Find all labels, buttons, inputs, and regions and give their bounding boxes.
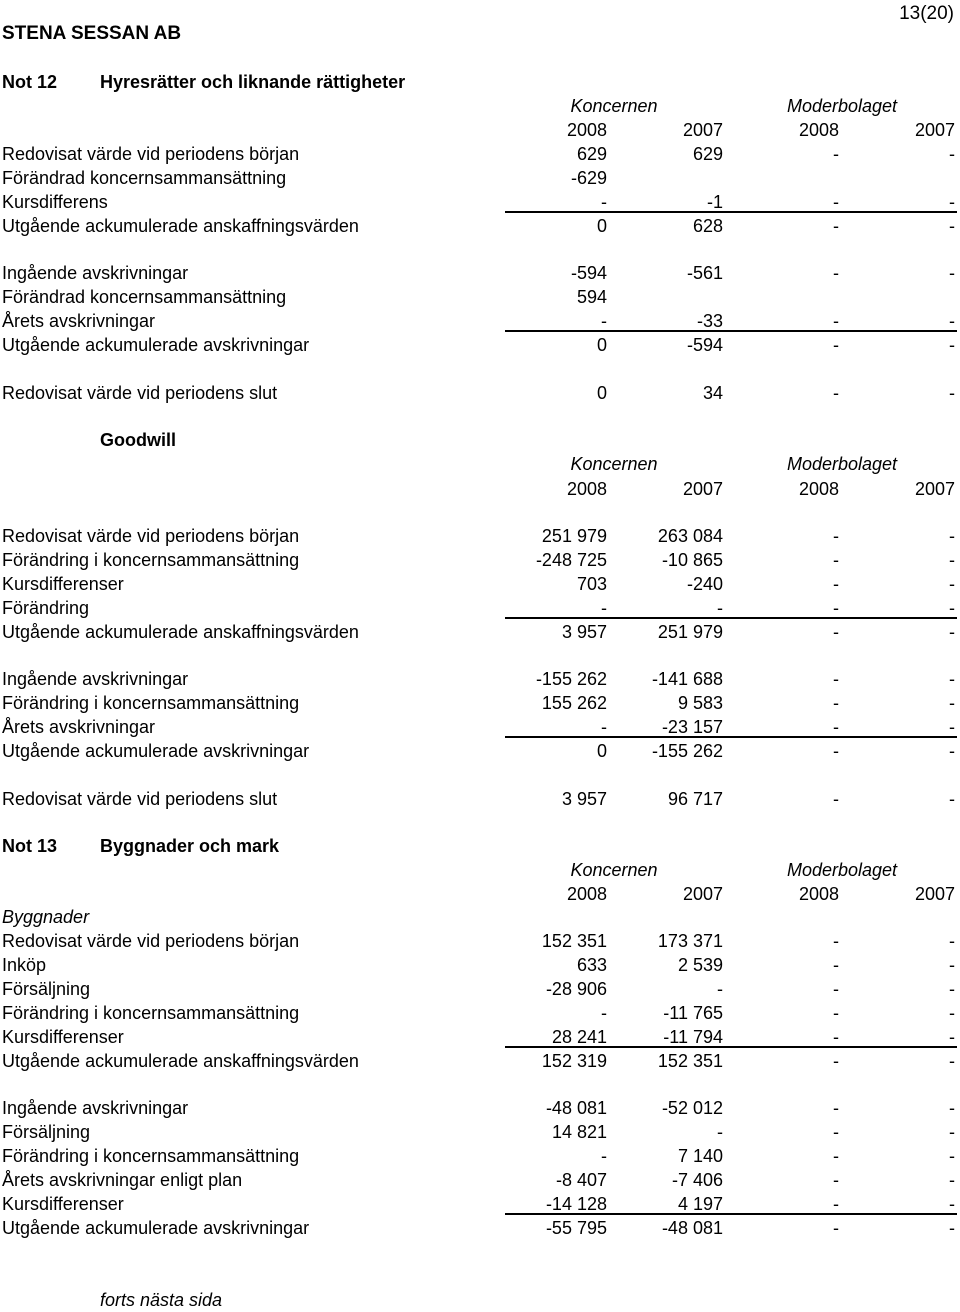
goodwill-cell: - <box>833 693 839 713</box>
note-13-cell: - <box>833 979 839 999</box>
goodwill-cell: 703 <box>576 574 607 594</box>
note-13-cell: - <box>949 1098 955 1118</box>
company-name: STENA SESSAN AB <box>2 23 182 44</box>
note-13-cell: - <box>949 955 955 975</box>
note-12-group-header: Koncernen <box>570 96 658 116</box>
note-13-subtitle: Byggnader <box>2 907 90 927</box>
total-rule <box>505 617 957 619</box>
goodwill-cell: 3 957 <box>561 789 607 809</box>
note-13-cell: - <box>833 931 839 951</box>
goodwill-cell: 155 262 <box>541 693 607 713</box>
note-12-row-label: Redovisat värde vid periodens slut <box>2 383 278 403</box>
note-13-row-label: Förändring i koncernsammansättning <box>2 1146 300 1166</box>
goodwill-cell: 0 <box>596 741 607 761</box>
note-12-cell: - <box>601 311 607 331</box>
note-13-row-label: Ingående avskrivningar <box>2 1098 189 1118</box>
note-13-cell: 28 241 <box>551 1027 607 1047</box>
note-13-cell: - <box>833 955 839 975</box>
page-number: 13(20) <box>899 3 954 24</box>
note-13-cell: 152 351 <box>541 931 607 951</box>
note-13-row-label: Förändring i koncernsammansättning <box>2 1003 300 1023</box>
goodwill-cell: -155 262 <box>535 669 607 689</box>
goodwill-group-header: Moderbolaget <box>786 454 898 474</box>
note-12-cell: -561 <box>686 263 723 283</box>
goodwill-row-label: Redovisat värde vid periodens början <box>2 526 300 546</box>
goodwill-row-label: Förändring i koncernsammansättning <box>2 550 300 570</box>
note-13-cell: - <box>949 1218 955 1238</box>
note-13-cell: - <box>949 1003 955 1023</box>
goodwill-row-label: Utgående ackumulerade avskrivningar <box>2 741 310 761</box>
note-13-cell: 7 140 <box>677 1146 723 1166</box>
note-13-cell: - <box>833 1170 839 1190</box>
goodwill-cell: 251 979 <box>541 526 607 546</box>
goodwill-cell: 9 583 <box>677 693 723 713</box>
note-12-cell: -33 <box>696 311 723 331</box>
note-13-cell: - <box>949 1122 955 1142</box>
note-13-cell: -55 795 <box>545 1218 607 1238</box>
goodwill-cell: - <box>833 717 839 737</box>
note-13-cell: - <box>949 1194 955 1214</box>
note-12-cell: 0 <box>596 335 607 355</box>
note-13-cell: - <box>949 931 955 951</box>
note-13-cell: 173 371 <box>657 931 723 951</box>
goodwill-row-label: Kursdifferenser <box>2 574 124 594</box>
goodwill-year-header: 2008 <box>566 479 607 499</box>
goodwill-cell: - <box>833 622 839 642</box>
note-12-cell: - <box>949 263 955 283</box>
note-13-cell: -11 794 <box>663 1027 723 1047</box>
note-12-row-label: Utgående ackumulerade anskaffningsvärden <box>2 216 359 236</box>
note-13-row-label: Redovisat värde vid periodens början <box>2 931 300 951</box>
continued-note: forts nästa sida <box>100 1290 223 1310</box>
goodwill-cell: - <box>833 574 839 594</box>
note-13-cell: -7 406 <box>671 1170 723 1190</box>
note-13-row-label: Utgående ackumulerade anskaffningsvärden <box>2 1051 359 1071</box>
goodwill-cell: - <box>833 550 839 570</box>
note-13-cell: - <box>601 1003 607 1023</box>
note-12-cell: - <box>949 216 955 236</box>
note-12-cell: - <box>833 192 839 212</box>
note-13-cell: - <box>949 1170 955 1190</box>
note-13-cell: - <box>833 1003 839 1023</box>
note-13-row-label: Kursdifferenser <box>2 1194 124 1214</box>
note-12-cell: -594 <box>570 263 607 283</box>
note-12-cell: -629 <box>570 168 607 188</box>
goodwill-cell: - <box>949 598 955 618</box>
note-13-cell: -48 081 <box>661 1218 723 1238</box>
goodwill-cell: - <box>949 741 955 761</box>
note-13-row-label: Inköp <box>2 955 47 975</box>
note-12-cell: - <box>833 263 839 283</box>
goodwill-cell: - <box>833 789 839 809</box>
goodwill-cell: -240 <box>686 574 723 594</box>
note-12-title: Hyresrätter och liknande rättigheter <box>100 72 406 92</box>
goodwill-cell: - <box>949 717 955 737</box>
note-13-cell: - <box>833 1098 839 1118</box>
note-13-group-header: Koncernen <box>570 860 658 880</box>
note-13-group-header: Moderbolaget <box>786 860 898 880</box>
note-12-row-label: Kursdifferens <box>2 192 108 212</box>
note-13-cell: - <box>833 1122 839 1142</box>
note-13-cell: - <box>949 1146 955 1166</box>
note-12-cell: - <box>949 335 955 355</box>
goodwill-group-header: Koncernen <box>570 454 658 474</box>
note-13-cell: - <box>833 1051 839 1071</box>
note-12-row-label: Redovisat värde vid periodens början <box>2 144 300 164</box>
goodwill-cell: - <box>833 669 839 689</box>
goodwill-cell: -10 865 <box>661 550 723 570</box>
note-13-cell: -48 081 <box>545 1098 607 1118</box>
note-12-cell: -594 <box>686 335 723 355</box>
note-13-year-header: 2008 <box>566 884 607 904</box>
goodwill-row-label: Förändring <box>2 598 90 618</box>
note-13-cell: 152 351 <box>657 1051 723 1071</box>
goodwill-cell: - <box>601 598 607 618</box>
goodwill-cell: 96 717 <box>667 789 723 809</box>
note-13-cell: - <box>601 1146 607 1166</box>
note-12-year-header: 2008 <box>798 120 839 140</box>
note-13-cell: -14 128 <box>545 1194 607 1214</box>
note-12-row-label: Förändrad koncernsammansättning <box>2 168 287 188</box>
total-rule <box>505 211 957 213</box>
note-12-year-header: 2007 <box>914 120 955 140</box>
goodwill-cell: - <box>949 574 955 594</box>
goodwill-year-header: 2007 <box>682 479 723 499</box>
note-13-number: Not 13 <box>2 836 58 856</box>
goodwill-cell: - <box>949 622 955 642</box>
goodwill-cell: - <box>833 526 839 546</box>
goodwill-cell: - <box>833 598 839 618</box>
note-12-cell: -1 <box>706 192 723 212</box>
note-12-cell: - <box>949 144 955 164</box>
note-13-cell: -8 407 <box>555 1170 607 1190</box>
goodwill-row-label: Förändring i koncernsammansättning <box>2 693 300 713</box>
goodwill-cell: 263 084 <box>657 526 723 546</box>
total-rule <box>505 1213 957 1215</box>
goodwill-cell: - <box>949 526 955 546</box>
note-13-cell: -28 906 <box>545 979 607 999</box>
note-13-year-header: 2007 <box>914 884 955 904</box>
note-12-row-label: Årets avskrivningar <box>2 311 156 331</box>
note-13-cell: -52 012 <box>661 1098 723 1118</box>
note-13-cell: - <box>949 979 955 999</box>
goodwill-cell: - <box>833 741 839 761</box>
note-13-cell: -11 765 <box>663 1003 723 1023</box>
note-13-row-label: Årets avskrivningar enligt plan <box>2 1170 243 1190</box>
note-13-cell: - <box>949 1027 955 1047</box>
note-12-cell: - <box>833 383 839 403</box>
total-rule <box>505 736 957 738</box>
note-13-cell: - <box>833 1218 839 1238</box>
note-13-row-label: Försäljning <box>2 979 91 999</box>
goodwill-cell: -248 725 <box>535 550 607 570</box>
note-12-cell: 0 <box>596 216 607 236</box>
note-12-cell: - <box>949 311 955 331</box>
note-13-cell: 152 319 <box>541 1051 607 1071</box>
note-13-cell: - <box>833 1027 839 1047</box>
note-13-cell: - <box>833 1146 839 1166</box>
note-13-cell: 633 <box>576 955 607 975</box>
note-12-row-label: Utgående ackumulerade avskrivningar <box>2 335 310 355</box>
note-12-number: Not 12 <box>2 72 58 92</box>
goodwill-row-label: Årets avskrivningar <box>2 717 156 737</box>
note-12-year-header: 2007 <box>682 120 723 140</box>
note-13-row-label: Försäljning <box>2 1122 91 1142</box>
note-12-year-header: 2008 <box>566 120 607 140</box>
note-12-cell: 628 <box>692 216 723 236</box>
note-13-cell: 14 821 <box>551 1122 607 1142</box>
goodwill-cell: -141 688 <box>651 669 723 689</box>
goodwill-cell: - <box>949 550 955 570</box>
note-13-title: Byggnader och mark <box>100 836 280 856</box>
note-12-group-header: Moderbolaget <box>786 96 898 116</box>
goodwill-cell: 251 979 <box>657 622 723 642</box>
note-12-cell: 34 <box>702 383 723 403</box>
goodwill-cell: - <box>949 789 955 809</box>
goodwill-title: Goodwill <box>100 430 176 450</box>
goodwill-row-label: Utgående ackumulerade anskaffningsvärden <box>2 622 359 642</box>
note-12-cell: 629 <box>576 144 607 164</box>
note-12-cell: - <box>833 144 839 164</box>
goodwill-cell: - <box>949 693 955 713</box>
note-12-row-label: Ingående avskrivningar <box>2 263 189 283</box>
note-13-year-header: 2008 <box>798 884 839 904</box>
goodwill-cell: - <box>601 717 607 737</box>
note-13-cell: 2 539 <box>677 955 723 975</box>
note-12-cell: - <box>833 216 839 236</box>
note-13-cell: 4 197 <box>677 1194 723 1214</box>
note-13-row-label: Utgående ackumulerade avskrivningar <box>2 1218 310 1238</box>
goodwill-cell: - <box>949 669 955 689</box>
note-13-cell: - <box>717 1122 723 1142</box>
goodwill-year-header: 2008 <box>798 479 839 499</box>
goodwill-cell: - <box>717 598 723 618</box>
goodwill-year-header: 2007 <box>914 479 955 499</box>
goodwill-row-label: Redovisat värde vid periodens slut <box>2 789 278 809</box>
note-13-cell: - <box>949 1051 955 1071</box>
total-rule <box>505 1046 957 1048</box>
note-12-cell: - <box>833 335 839 355</box>
note-12-cell: - <box>833 311 839 331</box>
note-12-cell: 0 <box>596 383 607 403</box>
note-13-row-label: Kursdifferenser <box>2 1027 124 1047</box>
note-12-cell: 629 <box>692 144 723 164</box>
goodwill-row-label: Ingående avskrivningar <box>2 669 189 689</box>
note-12-row-label: Förändrad koncernsammansättning <box>2 287 287 307</box>
note-12-cell: 594 <box>576 287 607 307</box>
goodwill-cell: -155 262 <box>651 741 723 761</box>
goodwill-cell: 3 957 <box>561 622 607 642</box>
note-12-cell: - <box>601 192 607 212</box>
note-12-cell: - <box>949 383 955 403</box>
note-12-cell: - <box>949 192 955 212</box>
note-13-cell: - <box>717 979 723 999</box>
goodwill-cell: -23 157 <box>661 717 723 737</box>
note-13-cell: - <box>833 1194 839 1214</box>
total-rule <box>505 330 957 332</box>
note-13-year-header: 2007 <box>682 884 723 904</box>
